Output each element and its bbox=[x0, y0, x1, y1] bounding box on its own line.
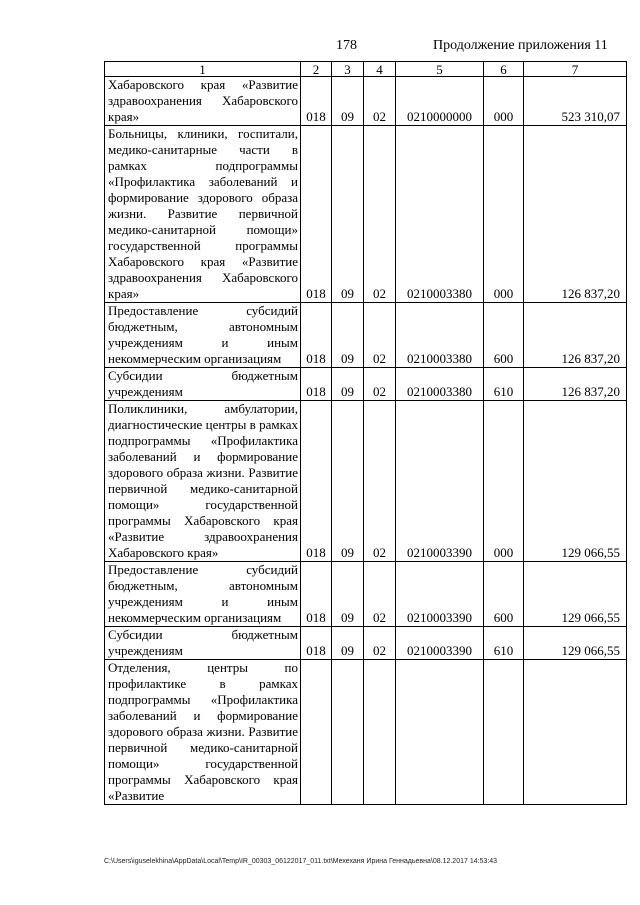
code-subsection: 02 bbox=[364, 401, 396, 562]
code-ministry: 018 bbox=[301, 562, 332, 627]
code-subsection: 02 bbox=[364, 303, 396, 368]
code-target: 0210003390 bbox=[396, 562, 484, 627]
code-target: 0210000000 bbox=[396, 77, 484, 126]
table-row bbox=[105, 126, 627, 303]
code-target: 0210003380 bbox=[396, 126, 484, 303]
code-expense-type: 000 bbox=[484, 77, 524, 126]
item-name: Больницы, клиники, госпитали, медико-санитарные части в рамках подпрограммы «Профилактика заболеваний и формирование здорового образа жизни. Развитие первичной медико-санитарной помощи» государственной программы Хабаровского края «Развитие здравоохранения Хабаровского края» bbox=[105, 126, 301, 303]
code-subsection: 02 bbox=[364, 562, 396, 627]
page-number: 178 bbox=[336, 38, 357, 53]
code-section: 09 bbox=[332, 562, 364, 627]
code-ministry bbox=[301, 660, 332, 805]
table-row bbox=[105, 660, 627, 805]
code-section: 09 bbox=[332, 126, 364, 303]
code-expense-type bbox=[484, 660, 524, 805]
table-header-row bbox=[105, 62, 627, 77]
code-expense-type: 000 bbox=[484, 401, 524, 562]
item-name: Предоставление субсидий бюджетным, автономным учреждениям и иным некоммерческим организациям bbox=[105, 303, 301, 368]
code-expense-type: 000 bbox=[484, 126, 524, 303]
budget-table bbox=[104, 61, 627, 805]
code-subsection: 02 bbox=[364, 77, 396, 126]
code-section: 09 bbox=[332, 368, 364, 401]
code-section: 09 bbox=[332, 401, 364, 562]
col-header: 3 bbox=[332, 62, 364, 77]
code-ministry: 018 bbox=[301, 627, 332, 660]
amount: 523 310,07 bbox=[524, 77, 627, 126]
appendix-caption: Продолжение приложения 11 bbox=[433, 38, 608, 53]
code-target: 0210003390 bbox=[396, 627, 484, 660]
col-header: 2 bbox=[301, 62, 332, 77]
table-row bbox=[105, 401, 627, 562]
code-ministry: 018 bbox=[301, 77, 332, 126]
code-section: 09 bbox=[332, 627, 364, 660]
item-name: Предоставление субсидий бюджетным, автономным учреждениям и иным некоммерческим организациям bbox=[105, 562, 301, 627]
code-subsection bbox=[364, 660, 396, 805]
code-expense-type: 610 bbox=[484, 627, 524, 660]
item-name: Субсидии бюджетным учреждениям bbox=[105, 368, 301, 401]
code-target bbox=[396, 660, 484, 805]
code-section bbox=[332, 660, 364, 805]
code-target: 0210003390 bbox=[396, 401, 484, 562]
table-row bbox=[105, 627, 627, 660]
code-target: 0210003380 bbox=[396, 303, 484, 368]
code-ministry: 018 bbox=[301, 126, 332, 303]
amount: 129 066,55 bbox=[524, 562, 627, 627]
code-subsection: 02 bbox=[364, 368, 396, 401]
item-name: Субсидии бюджетным учреждениям bbox=[105, 627, 301, 660]
table-row bbox=[105, 368, 627, 401]
code-ministry: 018 bbox=[301, 368, 332, 401]
code-ministry: 018 bbox=[301, 303, 332, 368]
amount: 129 066,55 bbox=[524, 627, 627, 660]
item-name: Хабаровского края «Развитие здравоохранения Хабаровского края» bbox=[105, 77, 301, 126]
table-row bbox=[105, 303, 627, 368]
table-row bbox=[105, 77, 627, 126]
code-expense-type: 600 bbox=[484, 303, 524, 368]
amount: 126 837,20 bbox=[524, 126, 627, 303]
table-row bbox=[105, 562, 627, 627]
file-path-footer: C:\Users\iguselekhina\AppData\Local\Temp\IR_00303_06122017_011.txt\Мехеханя Ирина Геннадьевна\08.12.2017 14:53:43 bbox=[104, 858, 498, 865]
code-subsection: 02 bbox=[364, 627, 396, 660]
item-name: Поликлиники, амбулатории, диагностические центры в рамках подпрограммы «Профилактика заболеваний и формирование здорового образа жизни. Развитие первичной медико-санитарной помощи» государственной программы Хабаровского края «Развитие здравоохранения Хабаровского края» bbox=[105, 401, 301, 562]
code-expense-type: 610 bbox=[484, 368, 524, 401]
col-header: 1 bbox=[105, 62, 301, 77]
code-subsection: 02 bbox=[364, 126, 396, 303]
col-header: 5 bbox=[396, 62, 484, 77]
amount: 126 837,20 bbox=[524, 303, 627, 368]
code-expense-type: 600 bbox=[484, 562, 524, 627]
item-name: Отделения, центры по профилактике в рамках подпрограммы «Профилактика заболеваний и формирование здорового образа жизни. Развитие первичной медико-санитарной помощи» государственной программы Хабаровского края «Развитие bbox=[105, 660, 301, 805]
amount: 129 066,55 bbox=[524, 401, 627, 562]
col-header: 6 bbox=[484, 62, 524, 77]
col-header: 4 bbox=[364, 62, 396, 77]
code-ministry: 018 bbox=[301, 401, 332, 562]
col-header: 7 bbox=[524, 62, 627, 77]
code-target: 0210003380 bbox=[396, 368, 484, 401]
amount bbox=[524, 660, 627, 805]
code-section: 09 bbox=[332, 303, 364, 368]
code-section: 09 bbox=[332, 77, 364, 126]
amount: 126 837,20 bbox=[524, 368, 627, 401]
